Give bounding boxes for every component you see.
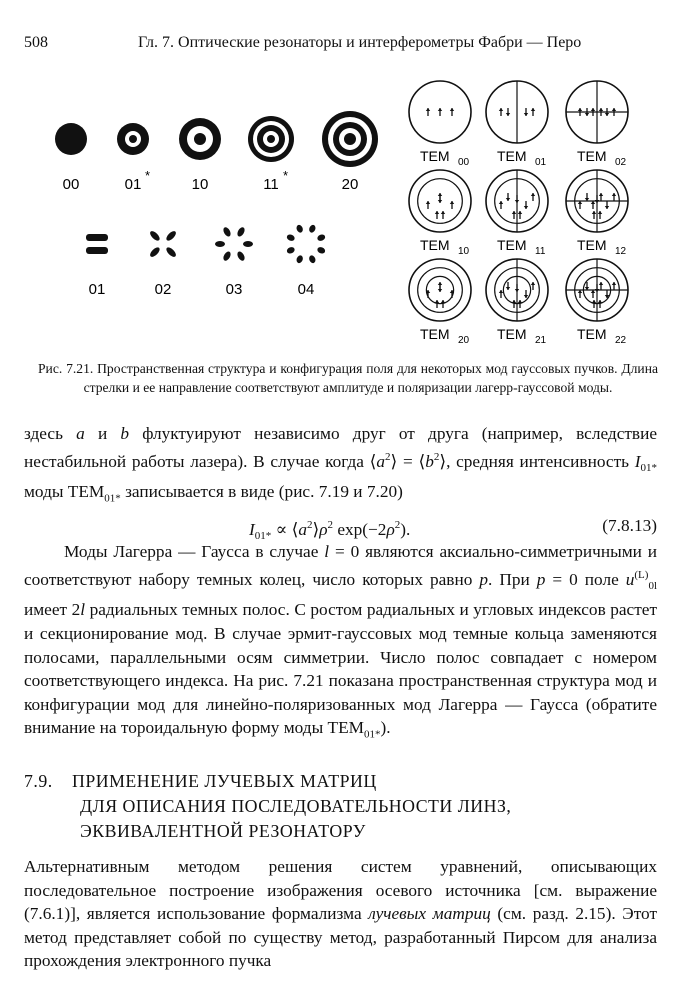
tem-mode-label-subscript: 22 — [615, 335, 627, 346]
tem-mode-00 — [409, 81, 471, 168]
paragraph-1: здесь a и b флуктуируют независимо друг от друга (например, вследствие нестабильной работы лазера). В случае когда $⟨a^2⟩$ = $⟨b^2⟩$, средняя интенсивность $I_{01*}$ моды $TEM_{01*}$ записывается в виде (рис. 7.19 и 7.20) — [24, 424, 658, 505]
arrow-head — [499, 108, 503, 111]
petal-lobe — [149, 246, 162, 259]
arrow-head — [435, 300, 439, 303]
arrow-head — [435, 211, 439, 214]
petal-lobe — [165, 246, 178, 259]
petal-lobe — [295, 224, 304, 234]
arrow-head — [515, 200, 519, 203]
tem-mode-label-subscript: 00 — [458, 157, 470, 168]
ring-pattern-label: 11 — [263, 176, 279, 193]
arrow-head — [518, 211, 522, 214]
petal-lobe — [308, 224, 317, 234]
petal-lobe — [86, 247, 108, 254]
arrow-head — [438, 108, 442, 111]
arrow-head — [499, 290, 503, 293]
arrow-head — [426, 108, 430, 111]
arrow-head — [578, 108, 582, 111]
ring-pattern-label: 10 — [191, 176, 209, 193]
arrow-head — [438, 289, 442, 292]
section-title-line-3: ЭКВИВАЛЕНТНОЙ РЕЗОНАТОРУ — [80, 821, 366, 841]
ring-pattern-00 — [55, 123, 87, 193]
petal-pattern-03 — [215, 226, 253, 298]
ring-pattern-01 — [117, 123, 150, 193]
arrow-head — [612, 108, 616, 111]
tem-mode-20 — [409, 259, 471, 346]
section-number: 7.9. — [24, 771, 53, 791]
figure-caption: Рис. 7.21. Пространственная структура и конфигурация поля для некоторых мод гауссовых пучков. Длина стрелки и ее направление соответствуют амплитуде и поляризации лагерр-гауссовой моды. — [38, 361, 658, 395]
arrow-head — [531, 282, 535, 285]
petal-pattern-label: 04 — [297, 281, 315, 298]
arrow-head — [524, 206, 528, 209]
petal-pattern-label: 01 — [88, 281, 106, 298]
tem-mode-label-subscript: 02 — [615, 157, 627, 168]
section-title-line-2: ДЛЯ ОПИСАНИЯ ПОСЛЕДОВАТЕЛЬНОСТИ ЛИНЗ, — [80, 796, 512, 816]
arrow-head — [599, 282, 603, 285]
tem-mode-label: TEM — [577, 326, 607, 342]
petal-lobe — [222, 226, 232, 238]
tem-mode-label: TEM — [420, 326, 450, 342]
arrow-head — [585, 113, 589, 116]
arrow-head — [512, 211, 516, 214]
figure-mode-patterns — [0, 70, 696, 360]
arrow-head — [506, 198, 510, 201]
tem-mode-label-subscript: 11 — [535, 246, 546, 257]
paragraph-2: Моды Лагерра — Гаусса в случае l = 0 являются аксиально-симметричными и соответствуют набору темных колец, число которых равно p. При p = 0 поле $u^{(L)}_{0l}$ имеет 2l радиальных темных полос. С ростом радиальных и угловых индексов растет и секционирование мод. В случае эрмит-гауссовых мод темные кольца заменяются полосами, параллельными осям симметрии. Число полос совпадает с номером соответствующего индекса. На рис. 7.21 показана пространственная структура мод и конфигурации мод для линейно-поляризованных мод Лагерра — Гаусса (обратите внимание на тороидальную форму моды $TEM_{01*}$). — [24, 542, 658, 741]
arrow-head — [426, 201, 430, 204]
arrow-head — [518, 300, 522, 303]
petal-pattern-label: 02 — [154, 281, 172, 298]
tem-mode-label-subscript: 20 — [458, 335, 470, 346]
tem-mode-12 — [566, 170, 628, 257]
petal-lobe — [295, 254, 304, 264]
arrow-head — [612, 193, 616, 196]
tem-mode-label: TEM — [420, 148, 450, 164]
arrow-head — [531, 193, 535, 196]
arrow-head — [531, 108, 535, 111]
tem-mode-21 — [486, 259, 548, 346]
petal-pattern-label: 03 — [225, 281, 243, 298]
petal-lobe — [165, 230, 178, 243]
petal-lobe — [316, 233, 326, 242]
petal-lobe — [86, 234, 108, 241]
tem-mode-label: TEM — [497, 326, 527, 342]
arrow-head — [438, 200, 442, 203]
tem-mode-02 — [566, 81, 628, 168]
arrow-head — [598, 211, 602, 214]
petal-lobe — [308, 254, 317, 264]
arrow-head — [592, 211, 596, 214]
section-title-line-1: ПРИМЕНЕНИЕ ЛУЧЕВЫХ МАТРИЦ — [72, 771, 377, 791]
ring-patterns-group — [55, 111, 378, 193]
equation-number: (7.8.13) — [602, 516, 657, 535]
petal-lobe — [236, 250, 246, 262]
petal-lobe — [286, 233, 296, 242]
tem-mode-label-subscript: 01 — [535, 157, 547, 168]
arrow-head — [599, 108, 603, 111]
tem-mode-label-subscript: 12 — [615, 246, 627, 257]
arrow-head — [524, 295, 528, 298]
arrow-head — [512, 300, 516, 303]
arrow-head — [441, 211, 445, 214]
tem-mode-label-subscript: 10 — [458, 246, 470, 257]
ring-pattern-20 — [322, 111, 378, 193]
tem-mode-22 — [566, 259, 628, 346]
equation-7-8-13 — [24, 514, 657, 543]
arrow-head — [515, 289, 519, 292]
arrow-head — [450, 201, 454, 204]
arrow-head — [441, 300, 445, 303]
ring-pattern-star: * — [145, 168, 151, 183]
arrow-head — [524, 113, 528, 116]
arrow-head — [592, 300, 596, 303]
tem-mode-diagrams-group — [409, 81, 628, 346]
ring-pattern-11 — [248, 116, 294, 193]
arrow-head — [450, 108, 454, 111]
paragraph-3: Альтернативным методом решения систем уравнений, описывающих последовательное построение изображения осевого источника [см. выражение (7.6.1)], является использование формализма лучевых матриц (см. разд. 2.15). Этот метод представляет собой по существу метод, разработанный Пирсом для анализа прохождения электронного пучка — [24, 857, 657, 971]
arrow-head — [598, 300, 602, 303]
petal-lobe — [286, 246, 296, 255]
tem-mode-11 — [486, 170, 548, 257]
running-head: Гл. 7. Оптические резонаторы и интерферометры Фабри — Перо — [138, 34, 582, 51]
petal-lobe — [316, 246, 326, 255]
ring-pattern-star: * — [283, 168, 289, 183]
ring-pattern-10 — [179, 118, 221, 193]
arrow-head — [599, 193, 603, 196]
petal-lobe — [236, 226, 246, 238]
arrow-head — [499, 201, 503, 204]
section-heading — [24, 769, 664, 844]
arrow-head — [605, 206, 609, 209]
ring-pattern-label: 01 — [124, 176, 142, 193]
tem-mode-10 — [409, 170, 471, 257]
arrow-head — [506, 287, 510, 290]
ring-pattern-label: 20 — [341, 176, 359, 193]
page-number: 508 — [24, 34, 48, 51]
petal-lobe — [149, 230, 162, 243]
petal-lobe — [215, 241, 225, 247]
ring-pattern-label: 00 — [62, 176, 80, 193]
arrow-head — [591, 108, 595, 111]
arrow-head — [612, 282, 616, 285]
tem-mode-label-subscript: 21 — [535, 335, 547, 346]
tem-mode-label: TEM — [577, 237, 607, 253]
arrow-head — [506, 113, 510, 116]
petal-lobe — [222, 250, 232, 262]
petal-patterns-group — [86, 224, 326, 298]
tem-mode-label: TEM — [577, 148, 607, 164]
tem-mode-label: TEM — [420, 237, 450, 253]
petal-pattern-01 — [86, 234, 108, 298]
tem-mode-01 — [486, 81, 548, 168]
tem-mode-label: TEM — [497, 237, 527, 253]
petal-pattern-04 — [286, 224, 326, 298]
arrow-head — [605, 113, 609, 116]
petal-lobe — [243, 241, 253, 247]
petal-pattern-02 — [149, 230, 178, 298]
tem-mode-label: TEM — [497, 148, 527, 164]
equation-formula: $I_{01*}$ ∝ $⟨a^2⟩\rho^2$ $\exp(-2\rho^2)$. — [249, 519, 411, 543]
